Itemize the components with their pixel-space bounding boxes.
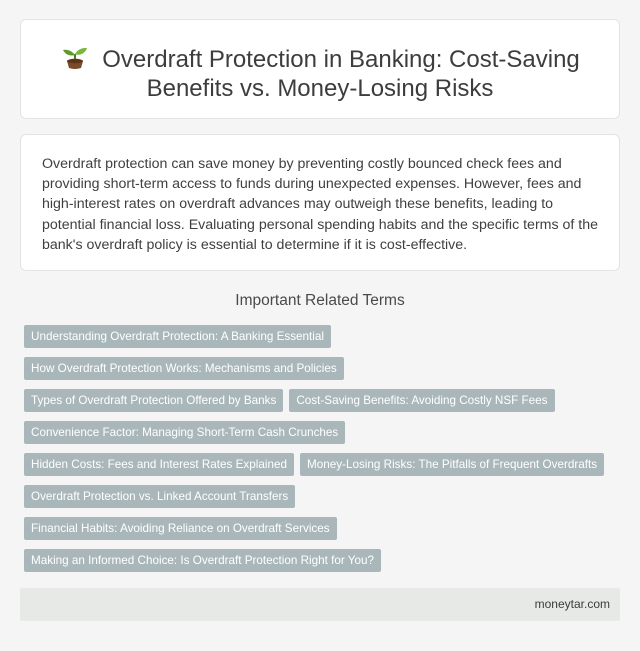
title-line-1 [21,44,619,74]
page-title [21,44,619,103]
related-terms-list [24,325,624,581]
summary-card [20,134,620,271]
related-terms-row [24,325,624,357]
related-term-tag[interactable]: Financial Habits: Avoiding Reliance on Overdraft Services [24,517,337,540]
footer-site[interactable]: moneytar.com [534,597,610,611]
footer [20,588,620,621]
related-terms-row [24,357,624,389]
related-terms-heading: Important Related Terms [235,292,405,309]
related-term-tag[interactable]: Money-Losing Risks: The Pitfalls of Frequent Overdrafts [300,453,604,476]
related-term-tag[interactable]: Overdraft Protection vs. Linked Account Transfers [24,485,295,508]
related-terms-row [24,485,624,517]
related-terms-row [24,549,624,581]
title-line-2: Benefits vs. Money-Losing Risks [146,75,494,102]
title-card [20,19,620,119]
related-term-tag[interactable]: Cost-Saving Benefits: Avoiding Costly NSF Fees [289,389,554,412]
related-terms-row [24,421,624,453]
sprout-icon [60,44,90,70]
related-term-tag[interactable]: Types of Overdraft Protection Offered by Banks [24,389,283,412]
summary-text: Overdraft protection can save money by preventing costly bounced check fees and providing short-term access to funds during unexpected expenses. However, fees and high-interest rates on overdraft advances may outweigh these benefits, leading to potential financial loss. Evaluating personal spending habits and the specific terms of the bank's overdraft policy is essential to determine if it is cost-effective. [42,156,599,253]
related-terms-row [24,517,624,549]
related-term-tag[interactable]: How Overdraft Protection Works: Mechanisms and Policies [24,357,344,380]
related-terms-row [24,453,624,485]
related-term-tag[interactable]: Making an Informed Choice: Is Overdraft Protection Right for You? [24,549,381,572]
related-term-tag[interactable]: Understanding Overdraft Protection: A Banking Essential [24,325,331,348]
title-text-1: Overdraft Protection in Banking: Cost-Saving [102,46,580,73]
related-term-tag[interactable]: Convenience Factor: Managing Short-Term Cash Crunches [24,421,345,444]
related-terms-row [24,389,624,421]
related-term-tag[interactable]: Hidden Costs: Fees and Interest Rates Explained [24,453,294,476]
